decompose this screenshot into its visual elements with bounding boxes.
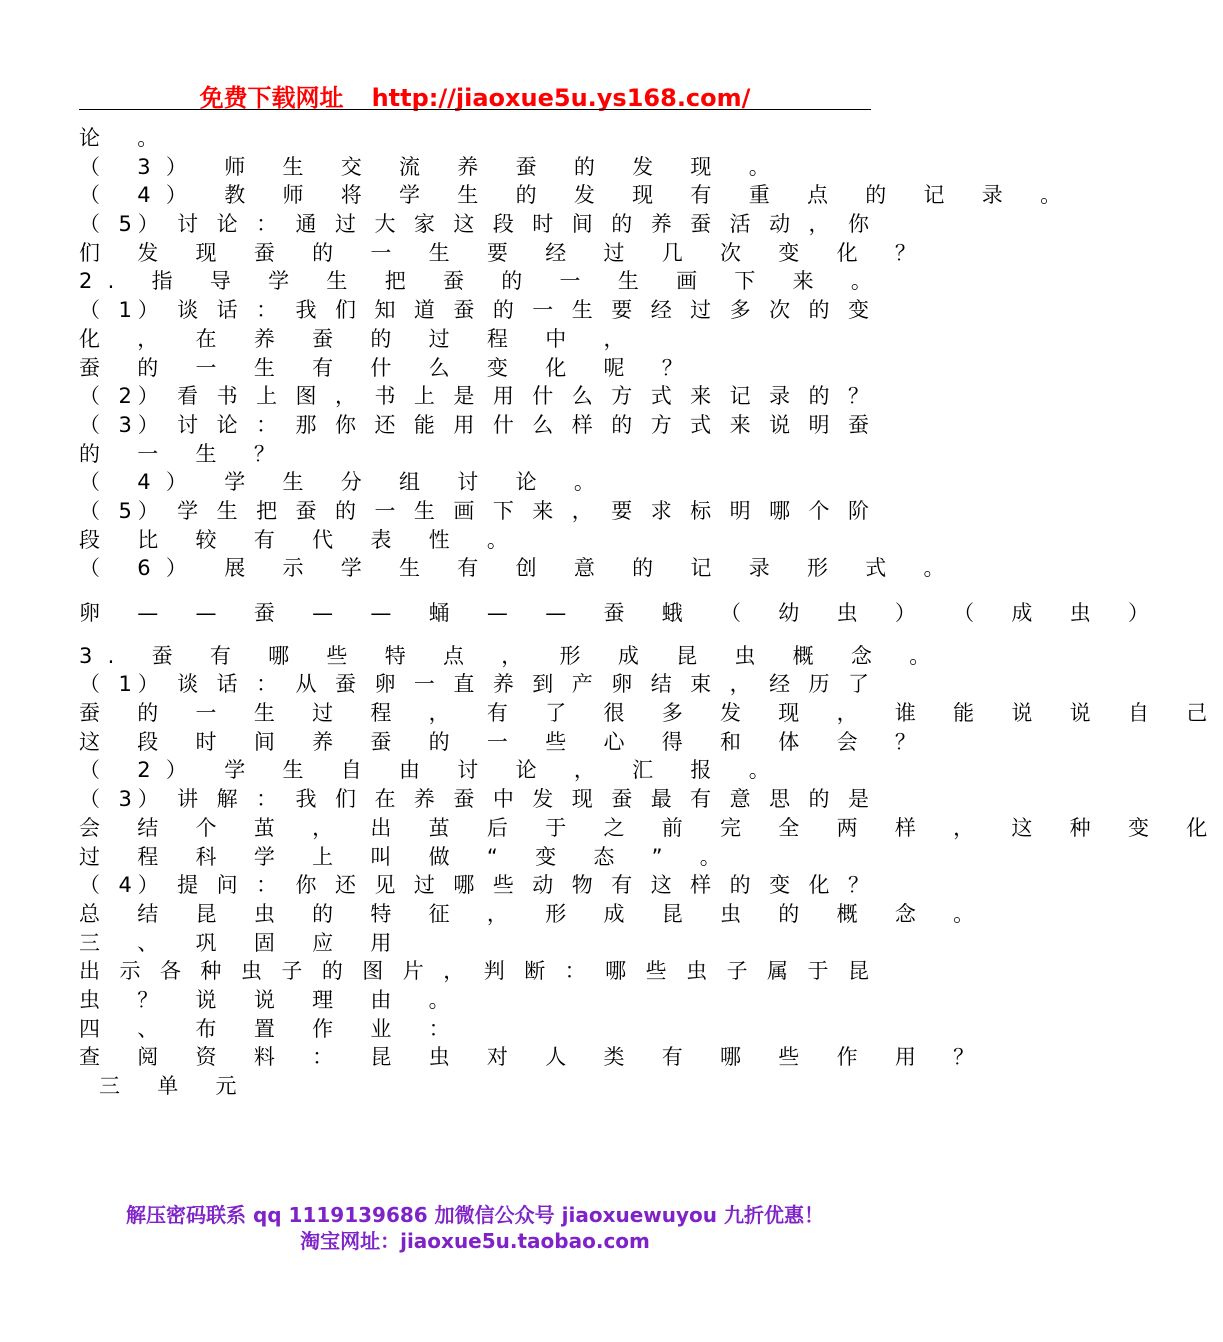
text-line: 段 比 较 有 代 表 性 。 bbox=[79, 527, 524, 552]
text-line: 的 一 生 ？ bbox=[79, 441, 291, 466]
text-line: 蚕 的 一 生 有 什 么 变 化 呢 ？ bbox=[79, 355, 699, 380]
text-line: 出 示 各 种 虫 子 的 图 片 ， 判 断 ： 哪 些 虫 子 属 于 昆 bbox=[79, 959, 869, 984]
text-line: （ 2） 学 生 自 由 讨 论 ， 汇 报 。 bbox=[79, 758, 785, 783]
footer-contact: 解压密码联系 qq 1119139686 加微信公众号 jiaoxuewuyou 九折优惠！ bbox=[126, 1203, 824, 1227]
text-line: （ 2） 看 书 上 图 ， 书 上 是 用 什 么 方 式 来 记 录 的 ？ bbox=[79, 384, 869, 409]
header-url-link[interactable]: http://jiaoxue5u.ys168.com/ bbox=[371, 84, 751, 112]
text-line: （ 1） 谈 话 ： 从 蚕 卵 一 直 养 到 产 卵 结 束 ， 经 历 了 bbox=[79, 672, 869, 697]
text-line: 总 结 昆 虫 的 特 征 ， 形 成 昆 虫 的 概 念 。 bbox=[79, 901, 990, 926]
unit-label: 三 单 元 bbox=[99, 1074, 252, 1098]
header-label: 免费下载网址 bbox=[199, 84, 344, 112]
text-line: （ 3） 师 生 交 流 养 蚕 的 发 现 。 bbox=[79, 154, 785, 179]
text-line: 们 发 现 蚕 的 一 生 要 经 过 几 次 变 化 ？ bbox=[79, 240, 932, 265]
text-line: （ 4） 教 师 将 学 生 的 发 现 有 重 点 的 记 录 。 bbox=[79, 183, 1077, 208]
text-line: 会 结 个 茧 ， 出 茧 后 于 之 前 完 全 两 样 ， 这 种 变 化 bbox=[79, 815, 1223, 840]
text-line: 虫 ？ 说 说 理 由 。 bbox=[79, 987, 465, 1012]
text-line: （ 6） 展 示 学 生 有 创 意 的 记 录 形 式 。 bbox=[79, 556, 960, 581]
text-line: 过 程 科 学 上 叫 做 “ 变 态 ” 。 bbox=[79, 844, 737, 869]
document-body bbox=[79, 124, 1223, 1101]
text-line: 3. 蚕 有 哪 些 特 点 ， 形 成 昆 虫 概 念 。 bbox=[79, 643, 946, 668]
text-line: （ 3） 讲 解 ： 我 们 在 养 蚕 中 发 现 蚕 最 有 意 思 的 是 bbox=[79, 787, 869, 812]
text-line: 论 。 bbox=[79, 126, 174, 150]
life-cycle-flow: 卵 — — 蚕 — — 蛹 — — 蚕 蛾 （ 幼 虫 ） （ 成 虫 ） bbox=[79, 601, 1165, 625]
text-line: （ 4） 提 问 ： 你 还 见 过 哪 些 动 物 有 这 样 的 变 化 ？ bbox=[79, 873, 869, 898]
text-line: 这 段 时 间 养 蚕 的 一 些 心 得 和 体 会 ？ bbox=[79, 729, 932, 754]
text-line: 查 阅 资 料 ： 昆 虫 对 人 类 有 哪 些 作 用 ？ bbox=[79, 1045, 990, 1070]
footer-shop-link[interactable]: 淘宝网址：jiaoxue5u.taobao.com bbox=[300, 1229, 650, 1253]
text-line: （ 3） 讨 论 ： 那 你 还 能 用 什 么 样 的 方 式 来 说 明 蚕 bbox=[79, 412, 869, 437]
text-line: 蚕 的 一 生 过 程 ， 有 了 很 多 发 现 ， 谁 能 说 说 自 己 bbox=[79, 701, 1223, 726]
header-divider bbox=[79, 109, 871, 110]
text-line: （ 5） 讨 论 ： 通 过 大 家 这 段 时 间 的 养 蚕 活 动 ， 你 bbox=[79, 212, 869, 237]
text-line: （ 5） 学 生 把 蚕 的 一 生 画 下 来 ， 要 求 标 明 哪 个 阶 bbox=[79, 498, 869, 523]
text-line: 2. 指 导 学 生 把 蚕 的 一 生 画 下 来 。 bbox=[79, 269, 888, 294]
page-header bbox=[0, 78, 950, 113]
section-heading: 四 、 布 置 作 业 ： bbox=[79, 1016, 465, 1041]
text-line: （ 1） 谈 话 ： 我 们 知 道 蚕 的 一 生 要 经 过 多 次 的 变 bbox=[79, 298, 869, 323]
text-line: 化 ， 在 养 蚕 的 过 程 中 ， bbox=[79, 326, 640, 351]
section-heading: 三 、 巩 固 应 用 bbox=[79, 930, 407, 955]
text-line: （ 4） 学 生 分 组 讨 论 。 bbox=[79, 470, 611, 495]
